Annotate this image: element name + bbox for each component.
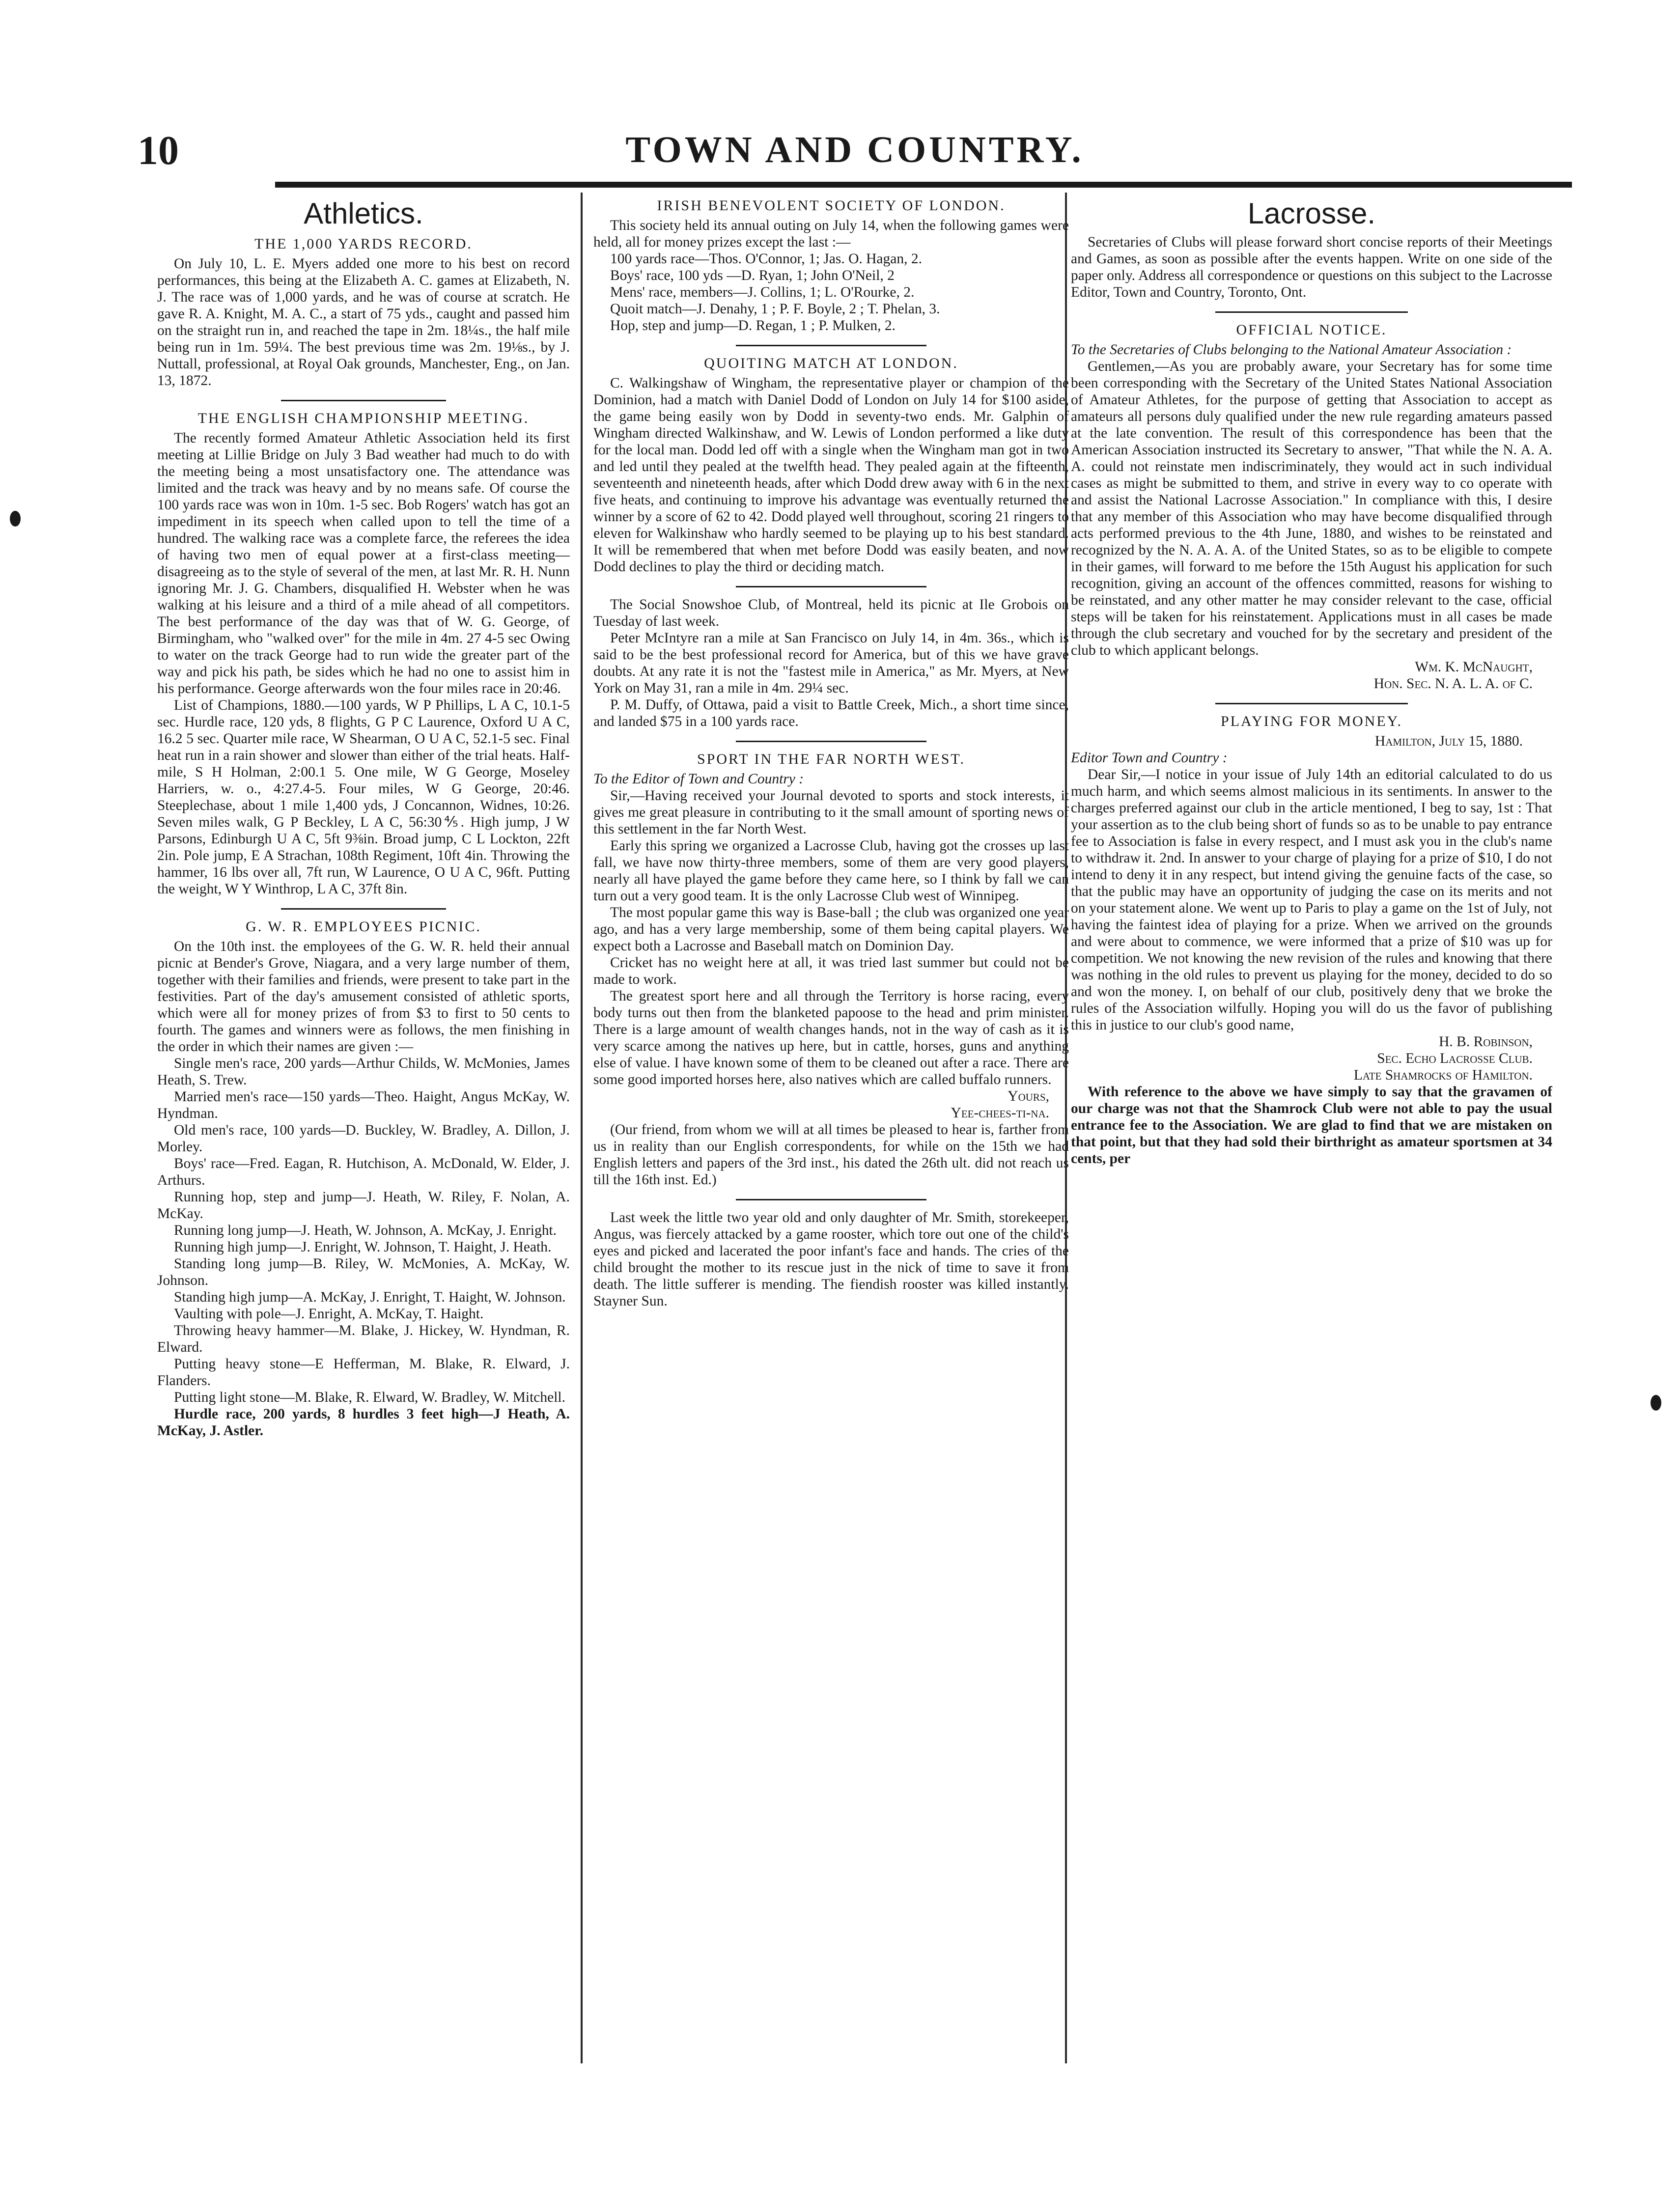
article-paragraph: Gentlemen,—As you are probably aware, your Secretary has for some time been corresponding with the Secretary of the United States National Association of Amateur Athletes, for the purpose of getting that Association to accept as amateurs all persons duly qualified under the new rule regarding amateurs passed at the late convention. The result of this correspondence has been that the American Association instructed its Secretary to answer, "That while the N. A. A. A. could not reinstate men indiscriminately, they would act in such individual cases as might be submitted to them, and strive in every way to co operate with and assist the National Lacrosse Association." In compliance with this, I desire that any member of this Association who may have become disqualified through acts performed previous to the 4th June, 1880, and wishes to be reinstated and recognized by the N. A. A. A. of the United States, so as to be eligible to compete in their games, will forward to me before the 15th August his application for such recognition, giving an account of the offences committed, reasons for wishing to be reinstated, and any other matter he may consider relevant to the case, official steps will be taken for his reinstatement. Applications must in all cases be made through the club secretary and vouched for by the secretary and president of the club to which applicant belongs. (1071, 359, 1552, 658)
article-title: QUOITING MATCH AT LONDON. (704, 355, 958, 371)
newspaper-title: TOWN AND COUNTRY. (625, 129, 1084, 170)
article-paragraph: The Social Snowshoe Club, of Montreal, held its picnic at Ile Grobois on Tuesday of last week. (593, 597, 1069, 629)
result-line: Standing long jump—B. Riley, W. McMonies, A. McKay, W. Johnson. (157, 1256, 570, 1288)
signature: Late Shamrocks of Hamilton. (1353, 1067, 1533, 1083)
article-quoiting-match (593, 355, 1069, 575)
result-line: Quoit match—J. Denahy, 1 ; P. F. Boyle, 2 ; T. Phelan, 3. (610, 301, 940, 317)
signature: Wm. K. McNaught, (1415, 659, 1533, 675)
masthead-rule (275, 182, 1572, 188)
result-line: Running high jump—J. Enright, W. Johnson, T. Haight, J. Heath. (174, 1239, 552, 1255)
article-playing-for-money (1071, 713, 1552, 1167)
article-english-championship (157, 410, 570, 897)
article-title: PLAYING FOR MONEY. (1221, 713, 1402, 729)
lacrosse-notice (1071, 234, 1552, 301)
article-paragraph: The greatest sport here and all through the Territory is horse racing, every body turns out then from the blanketed papoose to the head and prim minister. There is a large amount of wealth changes hands, not in the way of cash as it is very scarce among the natives up here, but in cattle, horses, guns and anything else of value. I have known some of them to be cleaned out after a race. There are some good imported horses here, also natives which are called buffalo runners. (593, 988, 1069, 1087)
result-line: 100 yards race—Thos. O'Connor, 1; Jas. O. Hagan, 2. (610, 251, 922, 267)
result-line: Putting light stone—M. Blake, R. Elward, W. Bradley, W. Mitchell. (174, 1390, 566, 1405)
page-number: 10 (138, 128, 179, 173)
article-1000-yards-record (157, 236, 570, 389)
article-paragraph: On the 10th inst. the employees of the G. W. R. held their annual picnic at Bender's Grove, Niagara, and a very large number of them, together with their families and friends, were present to take part in the festivities. Part of the day's amusement consisted of athletic sports, which were all for money prizes of from $3 to first to 50 cents to fourth. The games and winners were as follows, the men finishing in the order in which their names are given :— (157, 939, 570, 1055)
result-line: Hop, step and jump—D. Regan, 1 ; P. Mulken, 2. (610, 318, 896, 334)
result-line: Hurdle race, 200 yards, 8 hurdles 3 feet high—J Heath, A. McKay, J. Astler. (157, 1406, 570, 1439)
article-paragraph: Early this spring we organized a Lacrosse Club, having got the crosses up last fall, we have now thirty-three members, some of them are very good players, nearly all have played the game before they came here, so I think by fall we can turn out a very good team. It is the only Lacrosse Club west of Winnipeg. (593, 838, 1069, 904)
article-rule (281, 400, 446, 401)
print-blemish (1651, 1395, 1661, 1411)
column-athletics (157, 193, 570, 2073)
article-rule (736, 345, 926, 346)
result-line: Putting heavy stone—E Hefferman, M. Blake, R. Elward, J. Flanders. (157, 1356, 570, 1389)
result-line: Boys' race, 100 yds —D. Ryan, 1; John O'Neil, 2 (610, 268, 895, 283)
result-line: Mens' race, members—J. Collins, 1; L. O'Rourke, 2. (610, 284, 915, 300)
masthead (138, 122, 1572, 181)
article-paragraph: Cricket has no weight here at all, it was tried last summer but could not be made to work. (593, 955, 1069, 987)
article-far-north-west (593, 751, 1069, 1188)
article-paragraph: This society held its annual outing on July 14, when the following games were held, all for money prizes except the last :— (593, 218, 1069, 250)
signature: Hon. Sec. N. A. L. A. of C. (1373, 676, 1533, 692)
article-rule (736, 1199, 926, 1200)
salutation: To the Editor of Town and Country : (593, 771, 804, 787)
article-official-notice (1071, 322, 1552, 692)
article-rule (736, 586, 926, 587)
signature: Yee-chees-ti-na. (951, 1105, 1049, 1121)
result-line: Boys' race—Fred. Eagan, R. Hutchison, A. McDonald, W. Elder, J. Arthurs. (157, 1156, 570, 1188)
article-paragraph: Dear Sir,—I notice in your issue of July 14th an editorial calculated to do us much harm, and which seems almost malicious in its sentiments. In answer to the charges preferred against our club in the article mentioned, I beg to say, 1st : That your assertion as to the club being short of funds so as to be unable to pay entrance fee to Association is false in every respect, and I must ask you in the club's name to withdraw it. 2nd. In answer to your charge of playing for a prize of $10, I do not intend to deny it in any respect, but intend giving the genuine facts of the case, so that the public may have an opportunity of judging the case on its merits and not on your statement alone. We went up to Paris to play a game on the 1st of July, not having the faintest idea of playing for a prize. When we arrived on the grounds and were about to commence, we were informed that a prize of $10 was up for competition. We not knowing the new revision of the rules and knowing that there was nothing in the old rules to prevent us playing for the money, decided to do so and won the money. I, on behalf of our club, positively deny that we broke the rules of the Association wilfully. Hoping you will do us the favor of publishing this in justice to our club's good name, (1071, 767, 1552, 1033)
column-divider (581, 193, 583, 2063)
editor-note: With reference to the above we have simply to say that the gravamen of our charge was not that the Shamrock Club were not able to pay the usual entrance fee to the Association. We are glad to find that we are mistaken on that point, but that they had sold their birthright as amateur sportsmen at 34 cents, per (1071, 1084, 1552, 1167)
article-title: G. W. R. EMPLOYEES PICNIC. (246, 918, 481, 935)
article-paragraph: P. M. Duffy, of Ottawa, paid a visit to Battle Creek, Mich., a short time since, and landed $75 in a 100 yards race. (593, 697, 1069, 729)
result-line: Running long jump—J. Heath, W. Johnson, A. McKay, J. Enright. (174, 1223, 557, 1238)
column-middle (593, 193, 1069, 2073)
article-irish-benevolent (593, 197, 1069, 334)
section-title-lacrosse: Lacrosse. (1247, 197, 1376, 230)
result-line: Throwing heavy hammer—M. Blake, J. Hickey, W. Hyndman, R. Elward. (157, 1323, 570, 1355)
article-paragraph: The most popular game this way is Base-ball ; the club was organized one year ago, and has a very large membership, some of them being capital players. We expect both a Lacrosse and Baseball match on Dominion Day. (593, 905, 1069, 954)
salutation: Editor Town and Country : (1071, 750, 1228, 766)
article-rule (1215, 311, 1408, 313)
notice-paragraph: Secretaries of Clubs will please forward short concise reports of their Meetings and Games, as soon as possible after the events happen. Write on one side of the paper only. Address all correspondence or questions on this subject to the Lacrosse Editor, Town and Country, Toronto, Ont. (1071, 234, 1552, 300)
signature: Sec. Echo Lacrosse Club. (1377, 1051, 1533, 1066)
result-line: Married men's race—150 yards—Theo. Haight, Angus McKay, W. Hyndman. (157, 1089, 570, 1121)
article-rule (281, 908, 446, 910)
article-paragraph: On July 10, L. E. Myers added one more to his best on record performances, this being at the Elizabeth A. C. games at Elizabeth, N. J. The race was of 1,000 yards, and he was of course at scratch. He gave R. A. Knight, M. A. C., a start of 75 yds., caught and passed him on the straight run in, and reached the tape in 2m. 18¼s., the half mile being run in 1m. 59¼. The best previous time was 2m. 19⅛s., by J. Nuttall, professional, at Royal Oak grounds, Manchester, Eng., on Jan. 13, 1872. (157, 256, 570, 389)
print-blemish (10, 511, 21, 527)
article-rule (736, 741, 926, 742)
article-paragraph: C. Walkingshaw of Wingham, the representative player or champion of the Dominion, had a match with Daniel Dodd of London on July 14 for $100 aside, the game being easily won by Dodd in seventy-two ends. Mr. Galphin of Wingham directed Walkinshaw, and W. Lewis of London performed a like duty for the local man. Dodd led off with a single when the Wingham man got in two and led until they pealed at the twelfth head. They pealed again at the fifteenth, seventeenth and nineteenth heads, after which Dodd drew away with 6 in the next five heats, and continuing to improve his advantage was eventually returned the winner by a score of 62 to 42. Dodd played well throughout, scoring 21 ringers to eleven for Walkinshaw who hardly seemed to be playing up to his best standard. It will be remembered that when met before Dodd was easily beaten, and now Dodd declines to play the third or deciding match. (593, 375, 1069, 575)
article-title: THE 1,000 YARDS RECORD. (254, 236, 473, 252)
article-game-rooster (593, 1209, 1069, 1309)
section-title-athletics: Athletics. (304, 197, 423, 230)
article-paragraph: Sir,—Having received your Journal devoted to sports and stock interests, it gives me great pleasure in contributing to it the small amount of sporting news of this settlement in the far North West. (593, 788, 1069, 837)
article-gwr-picnic (157, 918, 570, 1439)
result-line: Standing high jump—A. McKay, J. Enright, T. Haight, W. Johnson. (174, 1289, 566, 1305)
article-title: THE ENGLISH CHAMPIONSHIP MEETING. (197, 410, 530, 426)
article-paragraph: The recently formed Amateur Athletic Association held its first meeting at Lillie Bridge on July 3 Bad weather had much to do with the meeting being a most unsatisfactory one. The attendance was limited and the track was heavy and by no means safe. Of course the 100 yards race was won in 10m. 1-5 sec. Bob Rogers' watch has got an impediment in its speech when called upon to tell the time of a hundred. The walking race was a complete farce, the referees the idea of having two men of equal power at a first-class meeting—disagreeing as to the style of several of the men, at last Mr. R. H. Nunn ignoring Mr. J. G. Chambers, disqualified H. Webster when he was walking at his leisure and a third of a mile ahead of all competitors. The best performance of the day was that of W. G. George, of Birmingham, who "walked over" for the mile in 4m. 27 4-5 sec Owing to water on the track George had to run wide the greater part of the way and pick his path, be sides which he had no one to assist him in his performance. George afterwards won the four miles race in 20:46. (157, 430, 570, 696)
article-brief-notes (593, 596, 1069, 730)
result-line: Single men's race, 200 yards—Arthur Childs, W. McMonies, James Heath, S. Trew. (157, 1056, 570, 1088)
column-lacrosse (1071, 193, 1552, 2073)
article-title: IRISH BENEVOLENT SOCIETY OF LONDON. (657, 197, 1006, 214)
editor-note: (Our friend, from whom we will at all times be pleased to hear is, farther from us in reality than our English correspondents, for while on the 15th we had English letters and papers of the 3rd inst., his dated the 26th ult. did not reach us till the 16th inst. Ed.) (593, 1122, 1069, 1188)
result-line: Vaulting with pole—J. Enright, A. McKay, T. Haight. (174, 1306, 484, 1322)
signature: H. B. Robinson, (1439, 1034, 1533, 1050)
salutation: To the Secretaries of Clubs belonging to the National Amateur Association : (1071, 342, 1512, 358)
article-paragraph: List of Champions, 1880.—100 yards, W P Phillips, L A C, 10.1-5 sec. Hurdle race, 120 yds, 8 flights, G P C Laurence, Oxford U A C, 16.2 5 sec. Quarter mile race, W Shearman, O U A C, 52.1-5 sec. Final heat run in a rain shower and slower than either of the trial heats. Half-mile, S H Holman, 2:00.1 5. One mile, W G George, Moseley Harriers, w. o., 4:27.4-5. Four miles, W G George, 20:46. Steeplechase, about 1 mile 1,400 yds, J Concannon, Widnes, 10:26. Seven miles walk, G P Beckley, L A C, 56:30⅘. High jump, J W Parsons, Edinburgh U A C, 5ft 9⅜in. Broad jump, C L Lockton, 22ft 2in. Pole jump, E A Strachan, 108th Regiment, 10ft 4in. Throwing the hammer, 16 lbs over all, 7ft run, W Laurence, O U A C, 96ft. Putting the weight, W Y Winthrop, L A C, 37ft 8in. (157, 697, 570, 897)
signature: Yours, (1008, 1088, 1049, 1104)
result-line: Running hop, step and jump—J. Heath, W. Riley, F. Nolan, A. McKay. (157, 1189, 570, 1222)
article-paragraph: Peter McIntyre ran a mile at San Francisco on July 14, in 4m. 36s., which is said to be the best professional record for America, but of this we have grave doubts. At any rate it is not the "fastest mile in America," as Mr. Myers, at New York on May 31, ran a mile in 4m. 29¼ sec. (593, 630, 1069, 696)
result-line: Old men's race, 100 yards—D. Buckley, W. Bradley, A. Dillon, J. Morley. (157, 1122, 570, 1155)
article-title: OFFICIAL NOTICE. (1236, 322, 1387, 338)
article-title: SPORT IN THE FAR NORTH WEST. (697, 751, 965, 767)
article-paragraph: Last week the little two year old and only daughter of Mr. Smith, storekeeper, Angus, was fiercely attacked by a game rooster, which tore out one of the child's eyes and picked and lacerated the poor infant's face and hands. The cries of the child brought the mother to its rescue just in the nick of time to save it from death. The little sufferer is mending. The fiendish rooster was killed instantly. Stayner Sun. (593, 1210, 1069, 1309)
article-rule (1215, 703, 1408, 704)
dateline: Hamilton, July 15, 1880. (1374, 733, 1523, 749)
